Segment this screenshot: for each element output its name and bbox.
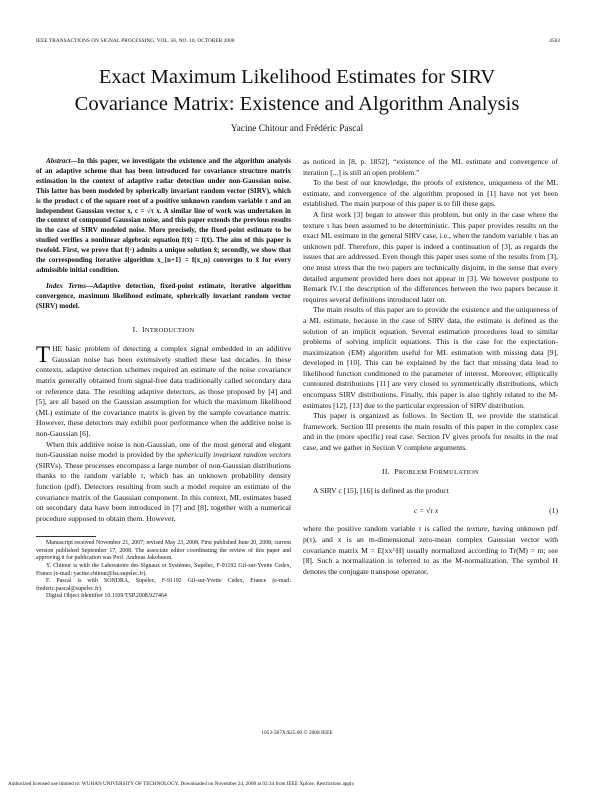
paper-title-line2: Covariance Matrix: Existence and Algorithm Analysis <box>74 93 520 115</box>
right-paragraph-2: To the best of our knowledge, the proofs of existence, uniqueness of the ML estimate, and convergence of the algorithm proposed in [1] have not yet been established. The main purpose of this paper is to fill these gaps. <box>303 178 558 209</box>
section-title-cap2: F <box>429 466 434 476</box>
running-header-journal: IEEE TRANSACTIONS ON SIGNAL PROCESSING, VOL. 56, NO. 10, OCTOBER 2008 <box>36 38 235 44</box>
left-column <box>36 157 291 601</box>
problem-p2-emphasis: texture <box>466 524 488 534</box>
footnote-doi: Digital Object Identifier 10.1109/TSP.2008.927464 <box>46 593 167 600</box>
abstract <box>36 157 291 276</box>
index-terms-text: —Adaptive detection, fixed-point estimate, iterative algorithm convergence, maximum likelihood estimate, spherically invariant random vector (SIRV) model. <box>36 281 291 310</box>
right-paragraph-5: This paper is organized as follows. In Section II, we provide the statistical framework. Section III presents the main results of this paper in the complex case and in the (more specific) real case. Section IV gives proofs for results in the real case, and we gather in Section V complete arguments. <box>303 411 558 453</box>
equation-1 <box>303 506 558 517</box>
problem-paragraph-2 <box>303 524 558 577</box>
intro-p1-text: HE basic problem of detecting a complex signal embedded in an additive Gaussian noise has been extensively studied these last decades. In these contexts, adaptive detection schemes required an estimate of the noise covariance matrix generally obtained from signal-free data traditionally called secondary data or reference data. The resulting adaptive detectors, as those proposed by [4] and [5], are all based on the Gaussian assumption for which the maximum likelihood (ML) estimate of the covariance matrix is given by the sample covariance matrix. However, these detectors may exhibit poor performance when the additive noise is non-Gaussian [6]. <box>36 344 291 438</box>
section-numeral: I. <box>132 324 138 334</box>
problem-p2-b: , having unknown pdf p(τ), and x is an m-dimensional zero-mean complex Gaussian vector with covariance matrix M = E[xx^H] usually normalized according to Tr(M) = m; see [8]. Such a normalization is referred to as the M-normalization. The symbol H denotes the conjugate transpose operator, <box>303 524 558 576</box>
footnote-author2: F. Pascal is with SONDRA, Supélec, F-91192 Gif-sur-Yvette Cedex, France (e-mail: frederic.pascal@supelec.fr). <box>36 578 291 592</box>
paper-title <box>0 64 594 118</box>
intro-paragraph-2 <box>36 440 291 525</box>
footnote-rule <box>36 536 96 537</box>
section-title-rest: NTRODUCTION <box>144 326 195 334</box>
right-paragraph-3: A first work [3] began to answer this problem, but only in the case where the texture τ has been assumed to be deterministic. This paper provides results on the exact ML estimate in the general SIRV case, i.e., when the random variable τ has an unknown pdf. Therefore, this paper is indeed a continuation of [3], as regards the issues that are addressed. Even though this paper uses some of the results from [3], one must stress that the two papers are technically disjoint, in the sense that every detailed argument provided here does not appear in [3]. We however postpone to Remark IV.1 the description of the differences between the two papers because it requires several definitions introduced later on. <box>303 209 558 304</box>
section-numeral: II. <box>382 466 390 476</box>
intro-paragraph-1 <box>36 344 291 439</box>
paper-authors: Yacine Chitour and Frédéric Pascal <box>230 124 364 134</box>
right-column <box>303 157 558 577</box>
index-terms <box>36 282 291 312</box>
intro-p2-b: (SIRVs). These processes encompass a large number of non-Gaussian distributions thanks to the random variable τ, which has an unknown probability density function (pdf). Detectors resulting from such a model require an estimate of the covariance matrix of the Gaussian component. In this context, ML estimates based on secondary data have been introduced in [7] and [8], together with a numerical procedure supposed to obtain them. However, <box>36 460 291 523</box>
right-paragraph-1: as noticed in [8, p. 1852], “existence of the ML estimate and convergence of iteration [...] is still an open problem.” <box>303 157 558 177</box>
intro-p2-emphasis: spherically invariant random vectors <box>177 450 291 460</box>
paper-title-line1: Exact Maximum Likelihood Estimates for SIRV <box>98 66 496 88</box>
footer-issn: 1053-587X/$25.00 © 2008 IEEE <box>261 730 333 736</box>
abstract-text: —In this paper, we investigate the existence and the algorithm analysis of an adaptive scheme that has been introduced for covariance structure matrix estimation in the context of adaptive radar detection under non-Gaussian noise. This latter has been modeled by spherically invariant random vector (SIRV), which is the product c of the square root of a positive unknown random variable τ and an independent Gaussian vector x, c = √τ x. A similar line of work was undertaken in the context of compound Gaussian noise, and this paper extends the previous results in the case of SIRV modeled noise. More precisely, the fixed-point estimate to be studied verifies a nonlinear algebraic equation f(x̂) = f(x̂). The aim of this paper is twofold. First, we prove that f(·) admits a unique solution x̂; secondly, we show that the corresponding iterative algorithm x_{n+1} = f(x_n) converges to x̂ for every admissible initial condition. <box>36 157 291 274</box>
section-title-cap: I <box>142 324 145 334</box>
problem-p2-a: where the positive random variable τ is called the <box>303 524 467 534</box>
footnote-manuscript: Manuscript received November 21, 2007; revised May 23, 2008. First published June 20, 2008; current version published September 17, 2008. The associate editor coordinating the review of this paper and approving it for publication was Prof. Andreas Jakobsson. <box>36 540 291 562</box>
intro-p2-a: When this additive noise is non-Gaussian, one of the most general and elegant non-Gaussian noise model is provided by the <box>36 439 291 460</box>
license-notice: Authorized licensed use limited to: WUHAN UNIVERSITY OF TECHNOLOGY. Downloaded on November 24, 2008 at 02:34 from IEEE Xplore. Restrictions apply. <box>8 781 355 787</box>
index-terms-lead: Index Terms <box>46 281 86 290</box>
section-title-rest: ORMULATION <box>433 468 479 476</box>
equation-1-body: c = √τ x <box>413 505 439 515</box>
section-title-cap: P <box>394 466 399 476</box>
section-heading-introduction <box>36 325 291 337</box>
drop-cap: T <box>36 342 51 368</box>
section-heading-problem-formulation <box>303 467 558 479</box>
running-header-page-number: 4563 <box>549 38 560 44</box>
equation-1-number: (1) <box>549 505 558 515</box>
abstract-lead: Abstract <box>46 157 71 165</box>
problem-paragraph-1: A SIRV c [15], [16] is defined as the product <box>313 486 449 496</box>
footnote-author1: Y. Chitour is with the Laboratoire des Signaux et Systèmes, Supélec, F-91192 Gif-sur-Yvette Cedex, France (e-mail: yacine.chitour@lss.supelec.fr). <box>36 563 291 577</box>
section-title-mid: ROBLEM <box>398 468 430 476</box>
right-paragraph-4: The main results of this paper are to provide the existence and the uniqueness of a ML estimate, because in the case of SIRV data, the estimate is defined as the solution of an implicit equation. Several estimation procedures lead to similar problems of solving implicit equations. This is the case for the expectation-maximization (EM) algorithm useful for ML estimation with missing data [9], developed in [10]. This can be explained by the fact that missing data lead to likelihood function conditioned to the parameter of interest. Moreover, elliptically contoured distributions [11] are very closed to symmetrically distributions, which encompass SIRV distributions. Finally, this paper is also tightly related to the M-estimates [12], [13] due to the particular expression of SIRV distribution. <box>303 305 558 410</box>
